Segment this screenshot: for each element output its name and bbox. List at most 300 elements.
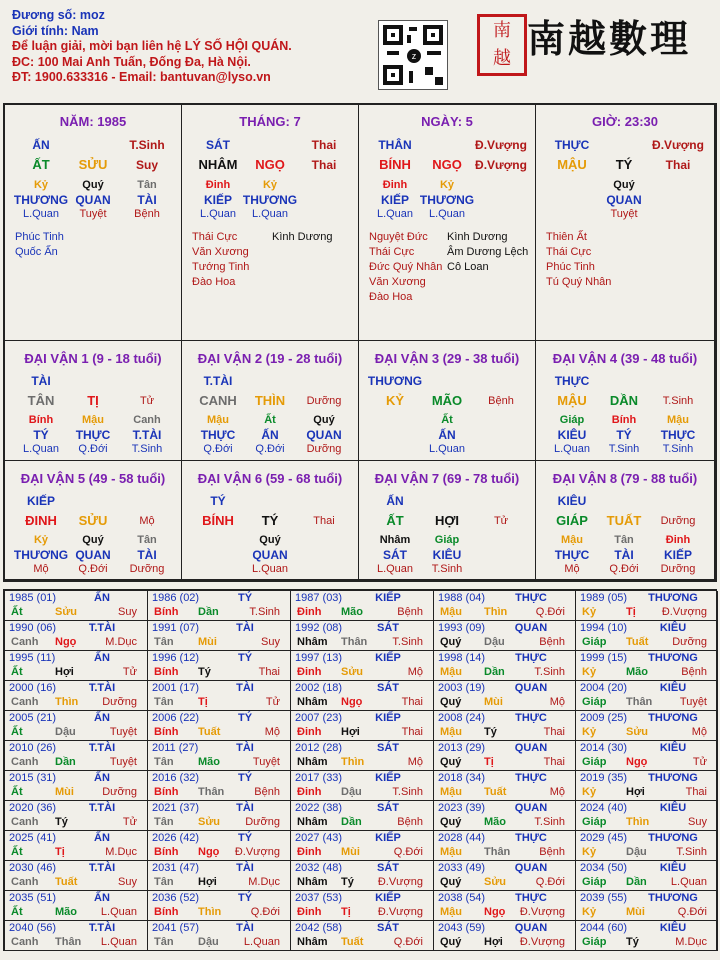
stage: Tử <box>493 515 509 527</box>
year-stage: Mộ <box>691 726 707 738</box>
year-god: TÀI <box>236 862 254 874</box>
year-stem: Ất <box>11 666 23 678</box>
year-stem: Canh <box>11 816 39 828</box>
hidden-stage: Dưỡng <box>129 563 165 575</box>
year-stage: Tuyệt <box>109 756 137 768</box>
star-item: Văn Xương <box>369 276 426 288</box>
year-cell <box>291 711 434 741</box>
year-branch: Mùi <box>198 636 217 648</box>
heavenly-stem: BÍNH <box>202 513 234 528</box>
year-branch: Tý <box>55 816 68 828</box>
year-branch: Mão <box>198 756 220 768</box>
year-stem: Bính <box>154 606 179 618</box>
year-stem: Kỷ <box>582 906 597 918</box>
year-stage: M.Dục <box>248 876 280 888</box>
year-cell <box>434 891 576 921</box>
year-cell <box>148 771 291 801</box>
hidden-stem: Quý <box>313 414 335 426</box>
heavenly-stem: TÂN <box>27 393 55 408</box>
star-item: Tướng Tinh <box>192 261 250 273</box>
year-stem: Đinh <box>297 606 322 618</box>
year-god: QUAN <box>514 862 548 874</box>
hidden-stage: Dưỡng <box>660 563 696 575</box>
year-label: 2042 (58) <box>295 922 343 934</box>
subject-name: Đương số: moz <box>12 8 105 22</box>
year-stem: Tân <box>154 756 174 768</box>
hidden-stage: Q.Đới <box>609 563 639 575</box>
year-label: 2009 (25) <box>580 712 628 724</box>
year-label: 1985 (01) <box>9 592 57 604</box>
year-god: TÝ <box>237 772 253 784</box>
hidden-stage: Tuyệt <box>79 208 107 220</box>
year-stem: Tân <box>154 636 174 648</box>
heavenly-stem: ĐINH <box>25 513 57 528</box>
year-branch: Dần <box>55 756 76 768</box>
year-stage: Q.Đới <box>250 906 280 918</box>
year-cell <box>291 681 434 711</box>
year-cell <box>148 741 291 771</box>
hidden-god: THƯƠNG <box>419 193 475 207</box>
year-god: KIẾP <box>375 592 401 604</box>
hidden-stem: Quý <box>82 534 104 546</box>
earthly-branch: NGỌ <box>255 157 285 172</box>
year-god: KIẾP <box>375 832 401 844</box>
year-cell <box>434 741 576 771</box>
year-cell <box>5 621 148 651</box>
year-stem: Nhâm <box>297 636 328 648</box>
year-branch: Dậu <box>626 846 647 858</box>
hidden-stem: Mậu <box>207 414 229 426</box>
year-branch: Tuất <box>484 786 507 798</box>
year-cell <box>576 891 718 921</box>
earthly-branch: SỬU <box>78 157 108 172</box>
earthly-branch: TÝ <box>615 157 633 172</box>
year-god: TÀI <box>236 922 254 934</box>
hidden-stem: Đinh <box>205 179 231 191</box>
year-stage: M.Dục <box>675 936 707 948</box>
year-branch: Tị <box>626 606 636 618</box>
year-stage: Bệnh <box>397 816 423 828</box>
year-cell <box>291 651 434 681</box>
year-branch: Dậu <box>55 726 76 738</box>
main-god: ẤN <box>386 494 404 508</box>
hidden-stage: L.Quan <box>199 208 237 220</box>
year-stem: Kỷ <box>582 726 597 738</box>
main-god: TÝ <box>210 494 226 508</box>
year-label: 2006 (22) <box>152 712 200 724</box>
hidden-stem: Tân <box>137 534 157 546</box>
year-cell <box>576 591 718 621</box>
year-branch: Dần <box>341 816 362 828</box>
year-stem: Giáp <box>582 876 607 888</box>
main-god: T.TÀI <box>203 374 233 388</box>
year-branch: Thìn <box>198 906 222 918</box>
hidden-stage: Mộ <box>564 563 580 575</box>
year-label: 2031 (47) <box>152 862 200 874</box>
year-stage: T.Sinh <box>249 606 280 618</box>
year-stem: Nhâm <box>297 936 328 948</box>
year-label: 2037 (53) <box>295 892 343 904</box>
year-stem: Ất <box>11 786 23 798</box>
main-god: KIÊU <box>557 494 587 508</box>
stage: Đ.Vượng <box>475 158 527 172</box>
year-branch: Mùi <box>484 696 503 708</box>
hidden-god: KIẾP <box>203 193 232 207</box>
year-stem: Giáp <box>582 936 607 948</box>
contact-line: Để luận giải, mời bạn liên hệ LÝ SỐ HỘI QUÁN. <box>12 39 292 53</box>
year-stem: Nhâm <box>297 816 328 828</box>
star-item: Phúc Tinh <box>15 231 64 243</box>
hidden-god: THƯƠNG <box>13 548 69 562</box>
year-stem: Ất <box>11 906 23 918</box>
star-list <box>192 230 249 290</box>
year-branch: Dần <box>198 606 219 618</box>
year-branch: Tý <box>484 726 497 738</box>
star-item: Thái Cực <box>369 246 415 258</box>
main-god: THÂN <box>378 138 412 152</box>
profile-header <box>12 8 292 86</box>
year-branch: Tuất <box>55 876 78 888</box>
year-stem: Đinh <box>297 846 322 858</box>
year-stage: Tử <box>122 666 137 678</box>
year-god: TÝ <box>237 652 253 664</box>
year-stage: Q.Đới <box>535 876 565 888</box>
year-god: THỰC <box>515 832 547 844</box>
hidden-stage: Bệnh <box>134 208 160 220</box>
year-branch: Dần <box>626 876 647 888</box>
year-label: 2039 (55) <box>580 892 628 904</box>
hidden-god: TÝ <box>616 428 632 442</box>
year-stage: Mộ <box>407 666 423 678</box>
stage: Thai <box>313 515 335 527</box>
earthly-branch: THÌN <box>254 393 286 408</box>
earthly-branch: TỊ <box>87 393 99 408</box>
top-stage: T.Sinh <box>129 138 165 152</box>
hidden-stage: Q.Đới <box>78 443 108 455</box>
dai-van-cell <box>359 461 536 580</box>
year-god: KIẾP <box>375 712 401 724</box>
year-branch: Tuất <box>341 936 364 948</box>
year-branch: Sửu <box>484 876 507 888</box>
year-cell <box>434 591 576 621</box>
year-branch: Hợi <box>484 936 503 948</box>
year-stem: Nhâm <box>297 876 328 888</box>
hidden-stage: L.Quan <box>553 443 591 455</box>
hidden-god: QUAN <box>75 548 111 562</box>
hidden-god: TÀI <box>137 193 157 207</box>
year-stage: Mộ <box>549 696 565 708</box>
year-stage: Đ.Vượng <box>377 876 423 888</box>
year-stage: Thai <box>543 726 565 738</box>
hidden-stage: L.Quan <box>251 563 289 575</box>
year-stage: Suy <box>688 816 707 828</box>
year-stage: Tử <box>692 756 707 768</box>
year-branch: Sửu <box>626 726 649 738</box>
hidden-god: QUAN <box>606 193 642 207</box>
hidden-stem: Đinh <box>382 179 408 191</box>
year-branch: Tý <box>341 876 354 888</box>
year-stage: T.Sinh <box>392 636 423 648</box>
year-stage: L.Quan <box>243 936 280 948</box>
hidden-stage: Q.Đới <box>255 443 285 455</box>
year-label: 2001 (17) <box>152 682 200 694</box>
chart-frame <box>3 103 717 582</box>
year-cell <box>148 921 291 951</box>
dai-van-title: ĐẠI VẬN 6 (59 - 68 tuổi) <box>197 471 343 486</box>
year-label: 2000 (16) <box>9 682 57 694</box>
year-label: 2012 (28) <box>295 742 343 754</box>
year-god: SÁT <box>377 862 399 874</box>
star-item: Thái Cực <box>192 231 238 243</box>
heavenly-stem: CANH <box>199 393 237 408</box>
year-label: 2034 (50) <box>580 862 628 874</box>
year-branch: Thân <box>198 786 225 798</box>
year-god: THỰC <box>515 712 547 724</box>
year-stem: Kỷ <box>582 666 597 678</box>
year-label: 2022 (38) <box>295 802 343 814</box>
year-stage: Thai <box>401 726 423 738</box>
year-god: ẤN <box>94 772 110 784</box>
year-stage: Suy <box>118 606 137 618</box>
year-branch: Thìn <box>55 696 79 708</box>
heavenly-stem: GIÁP <box>556 513 588 528</box>
year-cell <box>434 621 576 651</box>
hidden-stage: L.Quan <box>22 443 60 455</box>
hidden-god: THỰC <box>75 428 111 442</box>
year-label: 1999 (15) <box>580 652 628 664</box>
year-label: 2010 (26) <box>9 742 57 754</box>
year-stage: Mộ <box>407 756 423 768</box>
year-stem: Đinh <box>297 666 322 678</box>
hidden-stage: T.Sinh <box>431 563 463 575</box>
star-item: Âm Dương Lệch <box>447 246 529 258</box>
year-stem: Ất <box>11 846 23 858</box>
year-branch: Sửu <box>341 666 364 678</box>
year-stem: Giáp <box>582 636 607 648</box>
year-cell <box>291 741 434 771</box>
dai-van-title: ĐẠI VẬN 1 (9 - 18 tuổi) <box>24 351 162 366</box>
earthly-branch: HỢI <box>434 513 460 528</box>
year-stage: Đ.Vượng <box>377 906 423 918</box>
hidden-god: THƯƠNG <box>13 193 69 207</box>
hidden-stem: Quý <box>82 179 104 191</box>
earthly-branch: TÝ <box>261 513 279 528</box>
main-god: TÀI <box>31 374 51 388</box>
hidden-stem: Tân <box>614 534 634 546</box>
hidden-god: KIÊU <box>557 428 587 442</box>
year-branch: Dậu <box>198 936 219 948</box>
year-god: QUAN <box>514 682 548 694</box>
year-label: 2018 (34) <box>438 772 486 784</box>
year-stage: Suy <box>118 876 137 888</box>
qr-center-logo: z <box>407 49 421 63</box>
year-cell <box>148 861 291 891</box>
year-god: TÝ <box>237 892 253 904</box>
year-stem: Canh <box>11 876 39 888</box>
year-cell <box>291 831 434 861</box>
year-cell <box>576 801 718 831</box>
pillar-cell <box>536 105 715 341</box>
year-god: QUAN <box>514 622 548 634</box>
year-label: 2016 (32) <box>152 772 200 784</box>
stage: Tử <box>139 395 155 407</box>
year-branch: Dậu <box>484 636 505 648</box>
year-cell <box>5 741 148 771</box>
year-branch: Tuất <box>198 726 221 738</box>
year-cell <box>148 711 291 741</box>
year-stage: Dưỡng <box>245 816 280 828</box>
dai-van-cell <box>182 341 359 461</box>
year-cell <box>148 801 291 831</box>
year-label: 2040 (56) <box>9 922 57 934</box>
hidden-stage: Mộ <box>33 563 49 575</box>
year-cell <box>291 621 434 651</box>
year-branch: Mùi <box>55 786 74 798</box>
main-god: THỰC <box>554 138 590 152</box>
year-stage: Thai <box>401 696 423 708</box>
year-stage: Dưỡng <box>102 696 137 708</box>
qr-code[interactable] <box>378 20 448 90</box>
year-label: 2007 (23) <box>295 712 343 724</box>
year-stem: Quý <box>440 936 462 948</box>
year-god: THƯƠNG <box>648 892 698 904</box>
year-cell <box>576 771 718 801</box>
year-stage: T.Sinh <box>676 846 707 858</box>
year-cell <box>5 681 148 711</box>
year-god: T.TÀI <box>88 802 116 814</box>
year-branch: Ngọ <box>484 906 506 918</box>
year-cell <box>5 771 148 801</box>
dai-van-cell <box>5 341 182 461</box>
year-label: 2029 (45) <box>580 832 628 844</box>
year-god: THỰC <box>515 772 547 784</box>
top-stage: Đ.Vượng <box>475 138 527 152</box>
year-branch: Tý <box>626 936 639 948</box>
year-cell <box>291 861 434 891</box>
earthly-branch: DẦN <box>609 393 639 408</box>
star-item: Văn Xương <box>192 246 249 258</box>
star-item: Cô Loan <box>447 261 489 273</box>
year-branch: Thân <box>55 936 82 948</box>
hidden-stem: Giáp <box>559 414 585 426</box>
year-stage: Tuyệt <box>252 756 280 768</box>
annual-luck-grid <box>3 589 717 951</box>
year-cell <box>576 651 718 681</box>
hidden-stem: Đinh <box>665 534 691 546</box>
year-god: QUAN <box>514 802 548 814</box>
year-cell <box>5 921 148 951</box>
year-stage: Thai <box>543 756 565 768</box>
year-god: T.TÀI <box>88 682 116 694</box>
year-god: SÁT <box>377 802 399 814</box>
brand-logo: 南越數理 <box>527 16 692 61</box>
year-cell <box>5 801 148 831</box>
year-god: SÁT <box>377 742 399 754</box>
year-label: 2003 (19) <box>438 682 486 694</box>
year-cell <box>434 711 576 741</box>
dai-van-title: ĐẠI VẬN 4 (39 - 48 tuổi) <box>552 351 698 366</box>
hidden-stem: Mậu <box>667 414 689 426</box>
year-god: KIÊU <box>659 862 687 874</box>
hidden-stage: T.Sinh <box>131 443 163 455</box>
year-stage: Q.Đới <box>535 606 565 618</box>
year-branch: Tị <box>198 696 208 708</box>
seal-stamp: 南 越 <box>477 14 527 76</box>
year-stem: Mậu <box>440 666 462 678</box>
year-cell <box>434 651 576 681</box>
year-branch: Sửu <box>55 606 78 618</box>
year-stage: Bệnh <box>254 786 280 798</box>
hidden-god: THỰC <box>554 548 590 562</box>
earthly-branch: NGỌ <box>432 157 462 172</box>
year-label: 1996 (12) <box>152 652 200 664</box>
star-list-right <box>272 230 332 245</box>
year-label: 2015 (31) <box>9 772 57 784</box>
year-label: 2008 (24) <box>438 712 486 724</box>
hidden-god: SÁT <box>383 548 407 562</box>
hidden-god: ẤN <box>261 428 279 442</box>
year-label: 2035 (51) <box>9 892 57 904</box>
dai-van-cell <box>5 461 182 580</box>
year-stem: Mậu <box>440 906 462 918</box>
year-cell <box>576 741 718 771</box>
year-cell <box>291 591 434 621</box>
stage: Mộ <box>139 515 155 527</box>
year-label: 2036 (52) <box>152 892 200 904</box>
year-stem: Ất <box>11 726 23 738</box>
pillar-title: THÁNG: 7 <box>239 114 301 129</box>
hidden-stem: Quý <box>613 179 635 191</box>
year-god: TÀI <box>236 802 254 814</box>
year-cell <box>5 651 148 681</box>
year-stem: Nhâm <box>297 696 328 708</box>
year-stage: Q.Đới <box>677 906 707 918</box>
year-stage: Dưỡng <box>672 636 707 648</box>
year-branch: Tý <box>198 666 211 678</box>
year-stage: Đ.Vượng <box>519 906 565 918</box>
year-stem: Mậu <box>440 606 462 618</box>
dai-van-cell <box>536 341 715 461</box>
year-branch: Thìn <box>626 816 650 828</box>
year-label: 2017 (33) <box>295 772 343 784</box>
year-label: 2011 (27) <box>152 742 199 754</box>
year-stage: Bệnh <box>681 666 707 678</box>
phone-email-line: ĐT: 1900.633316 - Email: bantuvan@lyso.vn <box>12 70 271 84</box>
star-item: Đào Hoa <box>192 276 236 288</box>
year-label: 2013 (29) <box>438 742 486 754</box>
year-stage: Tuyệt <box>109 726 137 738</box>
year-branch: Hợi <box>198 876 217 888</box>
year-god: KIẾP <box>375 772 401 784</box>
year-god: T.TÀI <box>88 742 116 754</box>
year-stage: T.Sinh <box>534 666 565 678</box>
year-stem: Nhâm <box>297 756 328 768</box>
year-stem: Kỷ <box>582 786 597 798</box>
year-label: 2028 (44) <box>438 832 486 844</box>
year-cell <box>434 801 576 831</box>
year-branch: Mùi <box>626 906 645 918</box>
hidden-stem: Ất <box>264 414 276 426</box>
hidden-stem: Tân <box>137 179 157 191</box>
dai-van-cell <box>359 341 536 461</box>
year-stage: Mộ <box>264 726 280 738</box>
year-cell <box>148 591 291 621</box>
year-label: 1995 (11) <box>9 652 56 664</box>
year-stem: Đinh <box>297 726 322 738</box>
year-god: ẤN <box>94 892 110 904</box>
stage: Thai <box>311 158 337 172</box>
year-stem: Canh <box>11 756 39 768</box>
